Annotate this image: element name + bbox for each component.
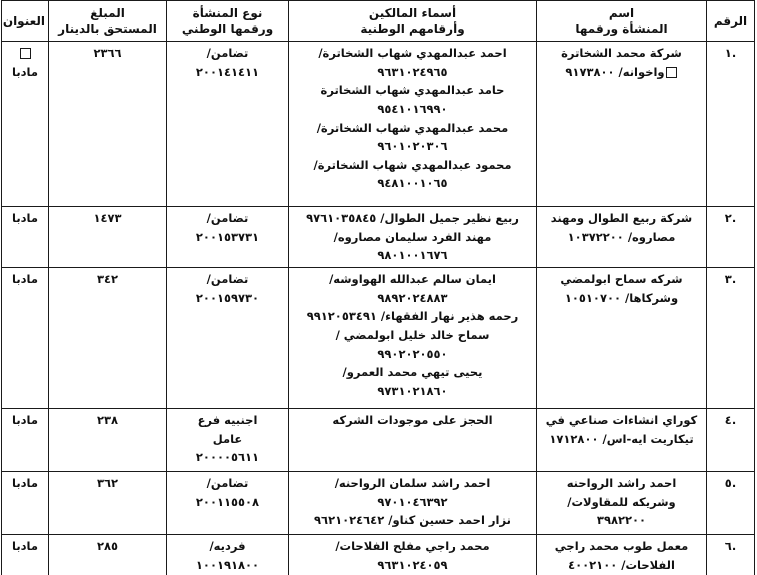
type-line: ٢٠٠١٥٣٧٣١	[195, 229, 260, 244]
name-line: شركه سماح ابولمضي	[560, 272, 683, 286]
owner-entry	[293, 270, 532, 307]
type-line: ١٠٠١٩١٨٠٠	[195, 557, 260, 572]
header-owners-line-1: أسماء المالكين	[368, 5, 457, 20]
owner-entry	[293, 474, 532, 511]
header-address: العنوان	[2, 1, 49, 42]
owners-cell	[289, 42, 537, 207]
amount-due: ٣٤٢	[49, 268, 167, 409]
amount-due: ٢٣٦٦	[49, 42, 167, 207]
header-type-line-1: نوع المنشأة	[192, 5, 263, 20]
owner-id: ٩٨٩٢٠٢٤٨٨٣	[377, 290, 448, 305]
establishment-type	[167, 42, 289, 207]
header-name-line-1: اسم	[608, 5, 635, 20]
owner-id: ٩٥٤١٠١٦٩٩٠	[377, 101, 448, 116]
owner-name: ايمان سالم عبدالله الهواوشه/	[329, 272, 496, 286]
owner-name: سماح خالد خليل ابولمضي /	[335, 327, 490, 342]
establishment-name	[537, 207, 707, 268]
establishment-type	[167, 268, 289, 409]
header-name	[537, 1, 707, 42]
name-line: مصاروه/ ١٠٣٧٢٢٠٠	[567, 229, 676, 244]
address-cell: مادبا	[2, 472, 49, 535]
type-line: ٢٠٠٠٠٥٦١١	[195, 450, 260, 465]
owner-id: ٩٦٣١٠٢٤٩٦٥	[377, 64, 448, 79]
row-number: .٢	[707, 207, 755, 268]
owner-id: ٩٦٠١٠٢٠٣٠٦	[377, 139, 448, 154]
establishment-name	[537, 42, 707, 207]
owners-cell	[289, 409, 537, 472]
checkbox-mark-icon	[666, 67, 677, 78]
header-no: الرقم	[707, 1, 755, 42]
header-amount	[49, 1, 167, 42]
table-row	[2, 42, 755, 207]
table-row	[2, 409, 755, 472]
owner-name: يحيى تيهي محمد العمرو/	[342, 365, 483, 380]
type-line: تضامن/	[206, 272, 249, 286]
name-line: ٣٩٨٢٢٠٠	[596, 513, 647, 528]
header-row	[2, 1, 755, 42]
owner-entry	[293, 81, 532, 118]
owner-entry	[293, 511, 532, 530]
header-type	[167, 1, 289, 42]
establishment-name	[537, 268, 707, 409]
table-row	[2, 207, 755, 268]
owner-name: نزار احمد حسين كناو/ ٩٦٢١٠٢٤٦٤٢	[314, 513, 511, 528]
type-line: ٢٠٠١١٥٥٠٨	[195, 494, 260, 509]
header-owners	[289, 1, 537, 42]
owners-cell	[289, 472, 537, 535]
header-name-line-2: المنشأة ورقمها	[575, 22, 668, 36]
owner-id: ٩٧٠١٠٤٦٣٩٢	[377, 494, 448, 509]
table-row	[2, 472, 755, 535]
establishment-type	[167, 535, 289, 575]
row-number: .١	[707, 42, 755, 207]
name-line: معمل طوب محمد راجي	[554, 539, 689, 553]
name-line: كوراي انشاءات صناعي في	[545, 413, 698, 427]
name-line: تيكاريت ايه-اس/ ١٧١٢٨٠٠	[549, 431, 694, 446]
amount-due: ١٤٧٣	[49, 207, 167, 268]
establishment-type	[167, 409, 289, 472]
owner-entry	[293, 156, 532, 193]
address-cell: مادبا	[2, 535, 49, 575]
owner-id: ٩٨٠١٠٠١٦٧٦	[377, 248, 448, 263]
owner-id: ٩٧٣١٠٢١٨٦٠	[377, 383, 448, 398]
name-line: شركة محمد الشخاترة	[561, 46, 682, 60]
address-cell	[2, 42, 49, 207]
name-line: وشركاها/ ١٠٥١٠٧٠٠	[564, 290, 679, 305]
owner-entry	[293, 119, 532, 156]
owners-cell	[289, 207, 537, 268]
amount-due: ٢٣٨	[49, 409, 167, 472]
table-row	[2, 268, 755, 409]
owners-cell	[289, 535, 537, 575]
owner-entry	[293, 307, 532, 326]
owner-id: ٩٩٠٢٠٢٠٥٥٠	[377, 346, 448, 361]
header-amount-line-2: المستحق بالدينار	[58, 22, 157, 36]
owner-entry	[293, 44, 532, 81]
header-type-line-2: ورقمها الوطني	[181, 22, 274, 36]
address-cell: مادبا	[2, 207, 49, 268]
owner-name: حامد عبدالمهدي شهاب الشخاترة	[320, 83, 505, 98]
establishment-type	[167, 207, 289, 268]
owner-name: احمد عبدالمهدي شهاب الشخاترة/	[318, 46, 507, 60]
row-number: .٦	[707, 535, 755, 575]
owner-name: محمد عبدالمهدي شهاب الشخاترة/	[316, 120, 509, 135]
table-row	[2, 535, 755, 575]
type-line: عامل	[212, 431, 243, 446]
name-line: واخوانه/ ٩١٧٣٨٠٠	[541, 63, 702, 82]
type-line: فرديه/	[209, 539, 246, 553]
establishment-name	[537, 472, 707, 535]
amount-due: ٣٦٢	[49, 472, 167, 535]
row-number: .٤	[707, 409, 755, 472]
name-line: وشريكه للمقاولات/	[567, 494, 676, 509]
row-number: .٣	[707, 268, 755, 409]
address-cell: مادبا	[2, 268, 49, 409]
row-number: .٥	[707, 472, 755, 535]
type-line: تضامن/	[206, 476, 249, 490]
type-line: ٢٠٠١٥٩٧٣٠	[195, 290, 260, 305]
owner-name: رحمه هذير نهار الفقهاء/ ٩٩١٢٠٥٣٤٩١	[306, 309, 519, 324]
owner-entry	[293, 411, 532, 430]
owner-name: محمد راجي مفلح الفلاحات/	[335, 539, 490, 553]
name-line: شركة ربيع الطوال ومهند	[550, 211, 693, 225]
amount-due: ٢٨٥	[49, 535, 167, 575]
name-line: احمد راشد الرواحنه	[566, 476, 677, 490]
establishment-name	[537, 409, 707, 472]
address-text: مادبا	[12, 64, 38, 79]
owner-name: احمد راشد سلمان الرواحنه/	[334, 476, 491, 490]
owner-entry	[293, 228, 532, 265]
owner-name: محمود عبدالمهدي شهاب الشخاترة/	[313, 157, 512, 172]
owner-entry	[293, 537, 532, 574]
type-line: ٢٠٠١٤١٤١١	[195, 64, 260, 79]
owner-id: ٩٦٣١٠٢٤٠٥٩	[377, 557, 448, 572]
header-amount-line-1: المبلغ	[90, 5, 125, 20]
name-line: الفلاحات/ ٤٠٠٢١٠٠	[568, 557, 675, 572]
owner-entry	[293, 209, 532, 228]
establishment-type	[167, 472, 289, 535]
owners-cell	[289, 268, 537, 409]
owner-name: مهند الفرد سليمان مصاروه/	[333, 229, 492, 244]
type-line: اجنبيه فرع	[197, 413, 258, 427]
header-owners-line-2: وأرقامهم الوطنية	[360, 22, 465, 36]
owner-entry	[293, 326, 532, 363]
companies-table	[1, 0, 755, 575]
owner-entry	[293, 363, 532, 400]
address-cell: مادبا	[2, 409, 49, 472]
owner-name: ربيع نظير جميل الطوال/ ٩٧٦١٠٣٥٨٤٥	[306, 211, 519, 225]
owner-id: ٩٤٨١٠٠١٠٦٥	[377, 176, 448, 191]
type-line: تضامن/	[206, 46, 249, 60]
seizure-note: الحجز على موجودات الشركه	[332, 413, 493, 427]
type-line: تضامن/	[206, 211, 249, 225]
establishment-name	[537, 535, 707, 575]
checkbox-mark-icon	[20, 48, 31, 59]
